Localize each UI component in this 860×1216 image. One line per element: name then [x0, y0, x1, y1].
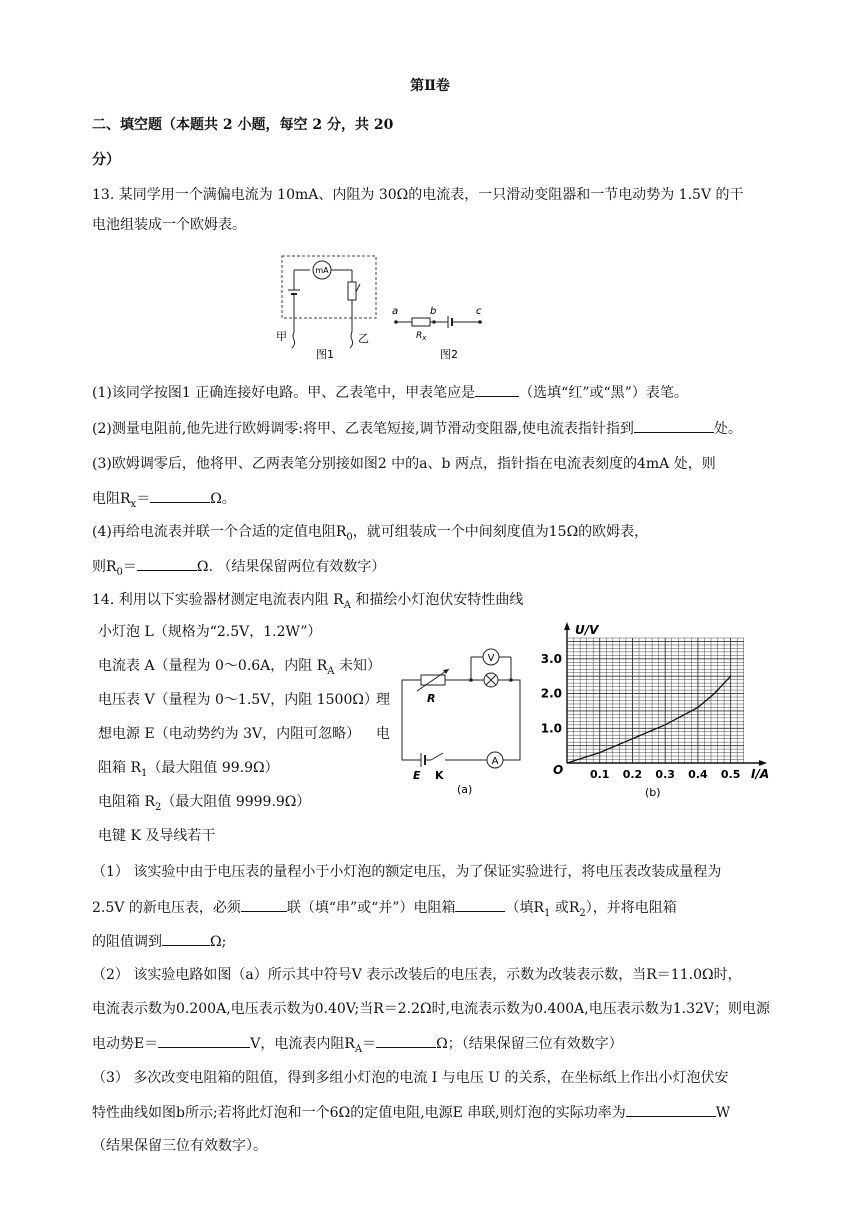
q14-p1-blank1[interactable] — [241, 897, 287, 912]
page-title: 第Ⅱ卷 — [410, 78, 450, 94]
q14-item1: 小灯泡 L（规格为“2.5V，1.2W”） — [98, 624, 322, 640]
q14-p1-c: （填R — [505, 900, 545, 916]
q14-item5-b: （最大阻值 99.9Ω） — [147, 760, 279, 776]
q14-p2-c: ＝ — [362, 1036, 377, 1052]
q14-p2-blank2[interactable] — [376, 1033, 436, 1048]
q14-circuit-figure — [395, 645, 525, 800]
q14-p1-blank2[interactable] — [455, 897, 505, 912]
q14-p1-e: Ω; — [210, 934, 227, 950]
q14-part1-line1: （1） 该实验中由于电压表的量程小于小灯泡的额定电压，为了保证实验进行，将电压表改装成量程为 — [92, 864, 722, 880]
q14-p1-c-end: ），并将电阻箱 — [585, 900, 677, 916]
fig1-meter-label: mA — [315, 266, 329, 275]
q14-p2-blank1[interactable] — [158, 1033, 250, 1048]
figa-src-label: E — [413, 769, 421, 782]
q13-p1-after: （选填“红”或“黑”）表笔。 — [519, 385, 688, 401]
q14-item5 — [98, 758, 279, 784]
q13-p4-line1-sub: 0 — [346, 531, 353, 543]
section-heading-line1: 二、填空题（本题共 2 小题，每空 2 分，共 20 — [92, 117, 394, 133]
q14-item2-sub: A — [327, 665, 335, 677]
q14-p3-blank[interactable] — [626, 1102, 716, 1117]
chart-caption: (b) — [645, 786, 661, 799]
q14-part2-line1: （2） 该实验电路如图（a）所示其中符号V 表示改装后的电压表，示数为改装表示数，当R＝11.0Ω时， — [92, 967, 742, 983]
q14-part3-line1: （3） 多次改变电阻箱的阻值，得到多组小灯泡的电流 I 与电压 U 的关系，在坐标纸上作出小灯泡伏安 — [92, 1070, 729, 1086]
q14-item6-sub: 2 — [155, 801, 162, 813]
q13-part4-line2 — [92, 556, 385, 583]
q14-item2 — [98, 656, 381, 682]
q13-p4-prefix: 则R — [92, 559, 117, 575]
q13-p4-sub: 0 — [116, 566, 123, 578]
q14-intro-text: 14. 利用以下实验器材测定电流表内阻 R — [92, 592, 344, 608]
q13-p1-before: (1)该同学按图1 正确连接好电路。甲、乙表笔中，甲表笔应是 — [92, 385, 476, 401]
q13-p4-blank[interactable] — [137, 556, 197, 571]
q13-p3-blank[interactable] — [150, 488, 210, 503]
q14-ui-chart — [525, 618, 775, 818]
q13-intro-line1: 13. 某同学用一个满偏电流为 10mA、内阻为 30Ω的电流表，一只滑动变阻器和一节电动势为 1.5V 的干 — [92, 187, 744, 203]
svg-text:Rx — [416, 331, 427, 342]
chart-xlabel: I/A — [751, 767, 770, 781]
section-heading-line2: 分） — [92, 152, 120, 168]
chart-series-line — [567, 676, 731, 763]
q13-figure — [270, 252, 500, 364]
chart-origin: O — [553, 763, 564, 777]
q14-p2-d: Ω；（结果保留三位有效数字） — [436, 1036, 623, 1052]
q14-p1-b: 联（填“串”或“并”）电阻箱 — [286, 900, 456, 916]
chart-ylabel: U/V — [575, 623, 599, 637]
q14-item4: 想电源 E（电动势约为 3V，内阻可忽略） — [98, 726, 361, 742]
q14-item2-b: 未知） — [334, 658, 381, 674]
chart-grid — [567, 638, 744, 763]
q14-p2-b: V，电流表内阻R — [250, 1036, 355, 1052]
chart-xtick-label: 0.3 — [655, 768, 675, 781]
q14-item4-tail: 电 — [376, 726, 390, 742]
q13-p1-blank[interactable] — [475, 382, 519, 397]
chart-xtick-label: 0.5 — [720, 768, 741, 781]
fig2-point-c: c — [476, 306, 482, 317]
q14-intro-rest: 和描绘小灯泡伏安特性曲线 — [350, 592, 524, 608]
q13-part4-line1 — [92, 522, 648, 548]
figa-volt-label: V — [487, 653, 495, 664]
fig2-point-b: b — [430, 306, 437, 317]
q13-p4-unit: Ω. （结果保留两位有效数字） — [196, 559, 386, 575]
q14-p1-d: 的阻值调到 — [92, 934, 162, 950]
q14-part1-line3 — [92, 931, 226, 952]
q13-p4-line1-rest: ，就可组装成一个中间刻度值为15Ω的欧姆表， — [352, 524, 649, 540]
q14-item7: 电键 K 及导线若干 — [98, 828, 216, 844]
q14-p1-blank3[interactable] — [162, 931, 210, 946]
q14-item5-sub: 1 — [141, 767, 148, 779]
q13-part2 — [92, 418, 742, 439]
chart-xtick-label: 0.2 — [622, 768, 643, 781]
fig1-probe-yi: 乙 — [358, 332, 369, 345]
q14-item6-b: （最大阻值 9999.9Ω） — [161, 794, 311, 810]
q14-item2-a: 电流表 A（量程为 0～0.6A，内阻 R — [98, 658, 328, 674]
q14-p2-a: 电动势E＝ — [92, 1036, 159, 1052]
fig2-point-a: a — [392, 306, 399, 317]
figa-amp-label: A — [491, 756, 499, 767]
q14-p3-b: W — [715, 1105, 731, 1121]
q14-p1-c-sub1: 1 — [544, 907, 551, 919]
q14-intro-sub: A — [343, 599, 351, 611]
fig1-caption: 图1 — [316, 348, 334, 361]
q14-item3: 电压表 V（量程为 0～1.5V，内阻 1500Ω） — [98, 692, 378, 708]
chart-ytick-label: 1.0 — [540, 721, 562, 736]
q13-part1 — [92, 382, 688, 403]
q14-p2-b-sub: A — [354, 1043, 363, 1055]
figa-caption: (a) — [457, 783, 473, 796]
chart-ytick-label: 2.0 — [540, 686, 562, 701]
q14-part2-line3 — [92, 1033, 623, 1060]
q14-p1-a: 2.5V 的新电压表，必须 — [92, 900, 241, 916]
q14-part1-line2 — [92, 897, 677, 924]
fig2-caption: 图2 — [440, 348, 458, 361]
q14-item5-a: 阻箱 R — [98, 760, 141, 776]
q13-p2-before: (2)测量电阻前,他先进行欧姆调零:将甲、乙表笔短接,调节滑动变阻器,使电流表指针指到 — [92, 421, 634, 437]
q13-p3-prefix: 电阻R — [92, 491, 131, 507]
q14-item6 — [98, 792, 310, 818]
q14-part3-line2 — [92, 1102, 730, 1123]
q13-p4-eq: ＝ — [122, 559, 137, 575]
q14-part2-line2: 电流表示数为0.200A,电压表示数为0.40V;当R＝2.2Ω时,电流表示数为0.400A,电压表示数为1.32V；则电源 — [92, 1001, 771, 1017]
q14-p1-c-sub2: 2 — [579, 907, 586, 919]
q13-intro-line2: 电池组装成一个欧姆表。 — [92, 217, 246, 233]
q14-item6-a: 电阻箱 R — [98, 794, 155, 810]
chart-xtick-label: 0.4 — [688, 768, 708, 781]
q14-p1-c-mid: 或R — [550, 900, 580, 916]
fig2-resistor-label: R — [416, 331, 423, 341]
q14-part3-line3: （结果保留三位有效数字）。 — [92, 1138, 267, 1154]
q13-p3-sub: x — [130, 498, 137, 510]
q13-p2-after: 处。 — [713, 421, 742, 437]
figa-res-label: R — [427, 692, 436, 705]
q14-intro — [92, 590, 523, 616]
q13-part3-line1: (3)欧姆调零后，他将甲、乙两表笔分别接如图2 中的a、b 两点，指针指在电流表刻度的4mA 处，则 — [92, 456, 716, 472]
q13-p3-unit: Ω。 — [210, 491, 236, 507]
chart-xtick-label: 0.1 — [589, 768, 610, 781]
q13-p2-blank[interactable] — [634, 418, 714, 433]
q14-item3-tail: 理 — [376, 692, 390, 708]
fig1-probe-jia: 甲 — [276, 330, 287, 343]
fig2-resistor-sub: x — [422, 334, 427, 342]
q14-p3-a: 特性曲线如图b所示;若将此灯泡和一个6Ω的定值电阻,电源E 串联,则灯泡的实际功率为 — [92, 1105, 626, 1121]
q13-p3-eq: ＝ — [136, 491, 151, 507]
chart-ytick-label: 3.0 — [540, 651, 562, 666]
figa-key-label: K — [435, 769, 444, 782]
q13-part3-line2 — [92, 488, 236, 515]
q13-p4-line1: (4)再给电流表并联一个合适的定值电阻R — [92, 524, 347, 540]
